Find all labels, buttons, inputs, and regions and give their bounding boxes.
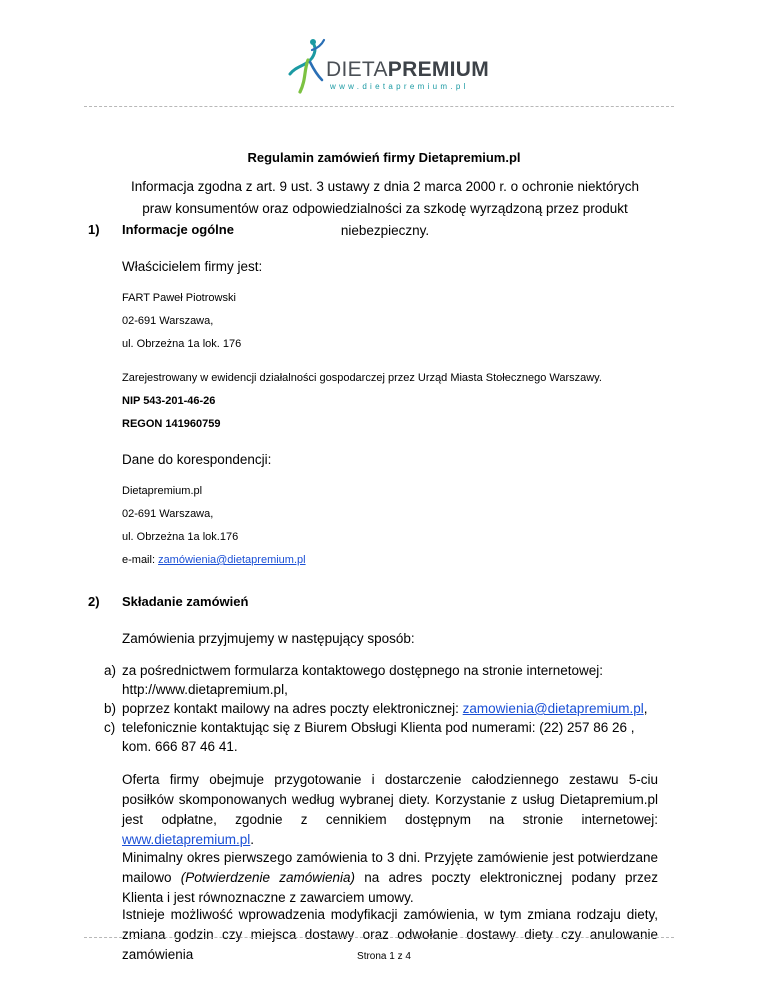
section-1-heading: 1) Informacje ogólne [88, 222, 234, 237]
owner-street: ul. Obrzeżna 1a lok. 176 [122, 338, 242, 350]
logo-url: www.dietapremium.pl [330, 82, 469, 91]
section-2-heading: 2) Składanie zamówień [88, 594, 249, 609]
list-item: b) poprzez kontakt mailowy na adres poczty elektronicznej: zamowienia@dietapremium.pl, [104, 701, 648, 716]
nip-number: NIP 543-201-46-26 [122, 395, 216, 407]
owner-label: Właścicielem firmy jest: [122, 259, 263, 274]
orders-email-link[interactable]: zamowienia@dietapremium.pl [462, 701, 644, 716]
offer-paragraph: Oferta firmy obejmuje przygotowanie i dostarczenie całodziennego zestawu 5-ciu posiłków skomponowanych według wybranej diety. Korzystanie z usług Dietapremium.pl jest odpłatne, zgodnie z cennikiem dostępnym na stronie internetowej: www.dietapremium.pl. [122, 772, 658, 847]
list-item: c) telefonicznie kontaktując się z Biurem Obsługi Klienta pod numerami: (22) 257 86 26 , kom. 666 87 46 41. [104, 720, 635, 754]
intro-paragraph: Informacja zgodna z art. 9 ust. 3 ustawy z dnia 2 marca 2000 r. o ochronie niektórych praw konsumentów oraz odpowiedzialności za szkodę wyrządzoną przez produkt niebezpieczny. [130, 179, 640, 238]
owner-name: FART Paweł Piotrowski [122, 292, 236, 304]
header-divider [84, 106, 674, 107]
minimum-order-paragraph: Minimalny okres pierwszego zamówienia to 3 dni. Przyjęte zamówienie jest potwierdzane mailowo (Potwierdzenie zamówienia) na adres poczty elektronicznej podany przez Klienta i jest równoznaczne z zawarciem umowy. [122, 850, 658, 905]
page-number: Strona 1 z 4 [357, 951, 411, 962]
correspondence-street: ul. Obrzeżna 1a lok.176 [122, 531, 239, 543]
website-link[interactable]: www.dietapremium.pl [122, 832, 251, 847]
dancer-logo-icon [282, 36, 328, 96]
modification-paragraph: Istnieje możliwość wprowadzenia modyfikacji zamówienia, w tym zmiana rodzaju diety, zmiana godzin czy miejsca dostawy oraz odwołanie dostawy diety czy anulowanie zamówienia [122, 907, 658, 962]
correspondence-city: 02-691 Warszawa, [122, 508, 214, 520]
regon-number: REGON 141960759 [122, 418, 221, 430]
correspondence-email-line: e-mail: zamówienia@dietapremium.pl [122, 554, 306, 566]
correspondence-name: Dietapremium.pl [122, 485, 203, 497]
logo-brand: DIETAPREMIUM [326, 58, 490, 81]
orders-lead: Zamówienia przyjmujemy w następujący sposób: [122, 631, 415, 646]
email-link[interactable]: zamówienia@dietapremium.pl [158, 554, 306, 566]
company-logo [282, 36, 492, 96]
document-title: Regulamin zamówień firmy Dietapremium.pl [247, 150, 521, 165]
owner-city: 02-691 Warszawa, [122, 315, 214, 327]
list-item: a) za pośrednictwem formularza kontaktowego dostępnego na stronie internetowej: http://www.dietapremium.pl, [104, 663, 604, 697]
correspondence-label: Dane do korespondencji: [122, 452, 272, 467]
footer-divider [84, 937, 674, 938]
registration-info: Zarejestrowany w ewidencji działalności gospodarczej przez Urząd Miasta Stołecznego Warszawy. [122, 372, 602, 384]
